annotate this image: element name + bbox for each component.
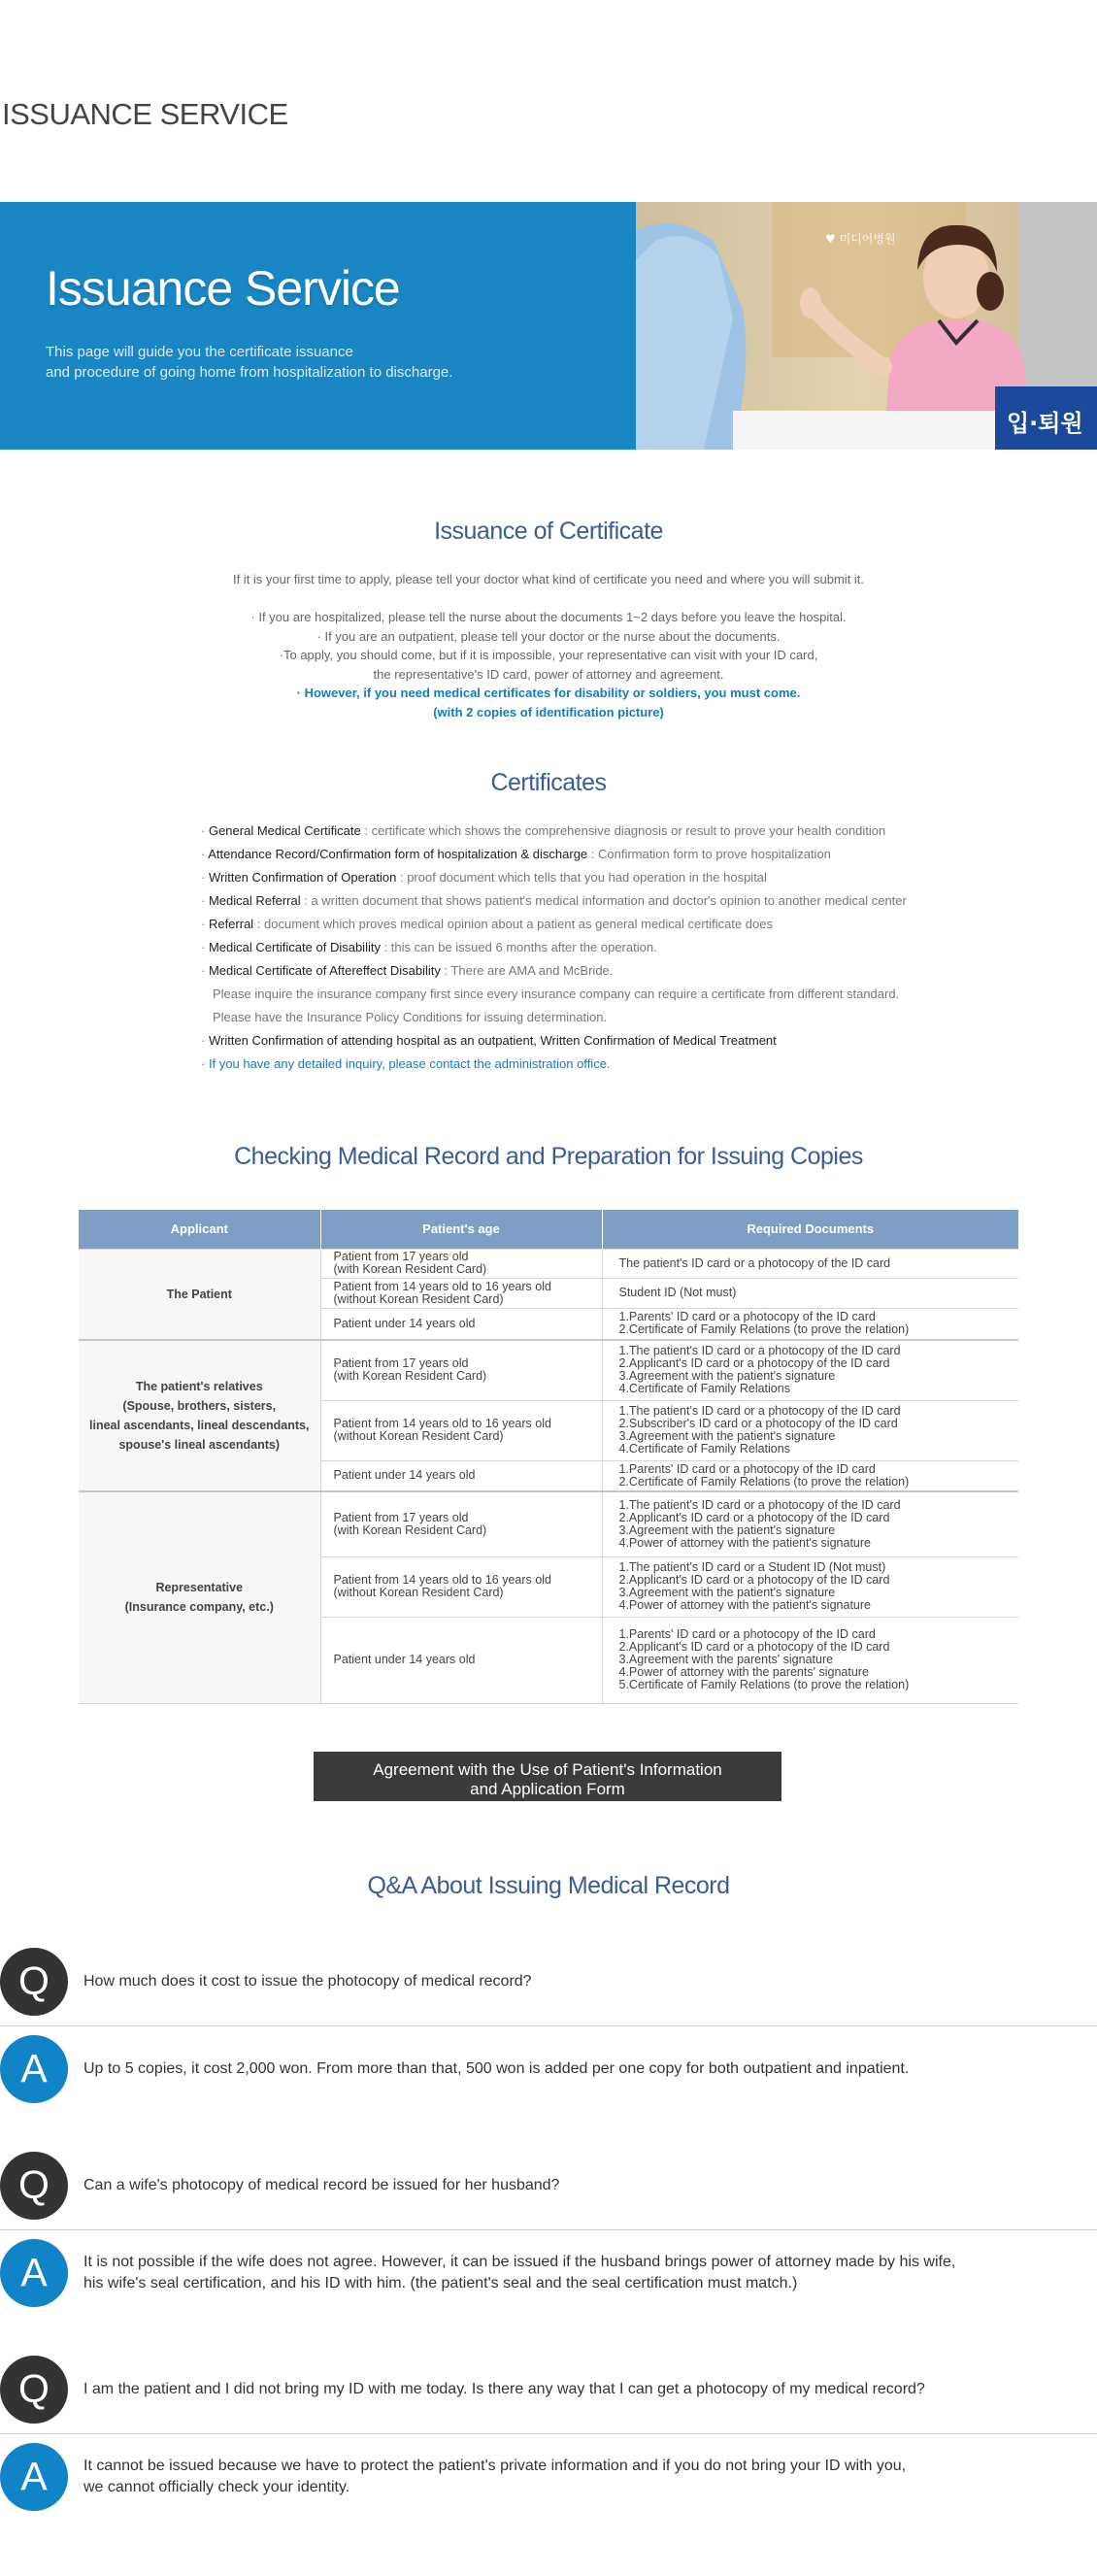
age-line: (with Korean Resident Card) [333,1522,487,1537]
document-line: 4.Power of attorney with the patient's signature [618,1535,871,1550]
age-line: Patient from 14 years old to 16 years old [333,1417,551,1430]
applicant-line: spouse's lineal ascendants) [118,1438,281,1452]
qa-divider [0,2025,1097,2026]
documents-cell [602,1308,1018,1340]
qa-divider [0,2433,1097,2434]
question-text: How much does it cost to issue the photocopy of medical record? [83,1973,532,1990]
age-cell [320,1491,602,1556]
issuance-intro: If it is your first time to apply, please tell your doctor what kind of certificate you need and where you will submit it. [232,572,865,586]
issuance-instructions [0,608,1097,721]
answer-badge: A [0,2443,68,2511]
answer-line: his wife's seal certification, and his ID with him. (the patient's seal and the seal certification must match.) [83,2275,798,2292]
certificate-desc: : There are AMA and McBride. [440,963,614,978]
documents-cell [602,1340,1018,1400]
issuance-line: the representative's ID card, power of attorney and agreement. [373,666,724,682]
hero-desc-line2: and procedure of going home from hospitalization to discharge. [46,364,453,381]
age-cell [320,1278,602,1308]
certificate-name: Medical Certificate of Aftereffect Disability [208,963,441,978]
question-badge: Q [0,2152,68,2220]
certificate-list [201,820,907,1076]
question-row [0,2152,1097,2222]
issuance-notice: · However, if you need medical certificates for disability or soldiers, you must come. [296,686,801,700]
age-cell [320,1400,602,1460]
hero-desc-line1: This page will guide you the certificate issuance [46,344,353,360]
certificate-desc: : a written document that shows patient's medical information and doctor's opinion to another medical center [300,893,907,908]
document-line: 1.The patient's ID card or a photocopy of the ID card [618,1404,901,1418]
applicant-line: The patient's relatives [135,1380,263,1393]
age-line: Patient under 14 years old [333,1316,476,1330]
qa-divider [0,2229,1097,2230]
age-line: (without Korean Resident Card) [333,1429,504,1443]
issuance-line: · If you are hospitalized, please tell the nurse about the documents 1~2 days before you leave the hospital. [250,610,847,624]
answer-line: Up to 5 copies, it cost 2,000 won. From more than that, 500 won is added per one copy for both outpatient and inpatient. [83,2060,910,2077]
agreement-button-line2: and Application Form [470,1779,625,1798]
table-row [79,1340,1018,1400]
certificate-item: · General Medical Certificate : certificate which shows the comprehensive diagnosis or result to prove your health condition [201,823,886,838]
document-line: 3.Agreement with the patient's signature [618,1522,836,1537]
certificate-name: Medical Referral [208,893,301,908]
answer-line: It cannot be issued because we have to protect the patient's private information and if you do not bring your ID with you, [83,2458,907,2474]
age-line: Patient from 14 years old to 16 years old [333,1573,551,1587]
reception-photo [636,202,1097,450]
question-text: I am the patient and I did not bring my ID with me today. Is there any way that I can get a photocopy of my medical record? [83,2381,925,2397]
document-line: 4.Certificate of Family Relations [618,1442,790,1455]
document-line: 4.Power of attorney with the patient's signature [618,1598,871,1612]
issuance-notice: (with 2 copies of identification picture) [433,704,664,719]
issuance-heading: Issuance of Certificate [434,518,663,545]
certificate-name: Referral [208,917,254,931]
answer-line: we cannot officially check your identity. [83,2479,350,2495]
document-line: 1.The patient's ID card or a photocopy of the ID card [618,1344,901,1358]
documents-cell [602,1491,1018,1556]
document-line: 5.Certificate of Family Relations (to prove the relation) [618,1678,910,1691]
age-cell [320,1556,602,1617]
issuance-line: ·To apply, you should come, but if it is impossible, your representative can visit with your ID card, [279,648,818,662]
table-row [79,1249,1018,1278]
document-line: 2.Applicant's ID card or a photocopy of the ID card [618,1510,890,1524]
contact-notice: · If you have any detailed inquiry, please contact the administration office. [201,1056,611,1071]
page-title: ISSUANCE SERVICE [2,97,288,131]
certificate-desc: : this can be issued 6 months after the operation. [380,940,657,954]
table-header: Patient's age [320,1210,602,1249]
certificate-name: Attendance Record/Confirmation form of hospitalization & discharge [208,847,588,861]
certificate-item: · Medical Referral : a written document that shows patient's medical information and doctor's opinion to another medical center [201,893,907,908]
age-line: (without Korean Resident Card) [333,1586,504,1599]
document-line: 1.Parents' ID card or a photocopy of the ID card [618,1310,876,1324]
answer-row [0,2443,1097,2513]
certificate-note: Please inquire the insurance company first since every insurance company can require a certificate from different standard. [213,987,900,1001]
document-line: 3.Agreement with the patient's signature [618,1429,836,1443]
svg-text:♥ 미디어병원: ♥ 미디어병원 [825,232,896,246]
age-cell [320,1249,602,1278]
applicant-line: Representative [155,1581,244,1595]
document-line: 2.Applicant's ID card or a photocopy of the ID card [618,1640,890,1654]
table-header: Required Documents [602,1210,1018,1249]
age-line: Patient from 14 years old to 16 years old [333,1279,551,1293]
question-text: Can a wife's photocopy of medical record be issued for her husband? [83,2177,560,2193]
applicant-line: (Spouse, brothers, sisters, [122,1399,277,1413]
certificate-item: · Written Confirmation of attending hospital as an outpatient, Written Confirmation of Medical Treatment [201,1033,777,1048]
certificate-name: General Medical Certificate [208,823,361,838]
document-line: 2.Certificate of Family Relations (to prove the relation) [618,1322,910,1337]
documents-cell [602,1249,1018,1278]
hero-banner [0,202,1097,450]
certificate-item: · Medical Certificate of Disability : this can be issued 6 months after the operation. [201,940,657,954]
records-heading: Checking Medical Record and Preparation for Issuing Copies [234,1143,863,1170]
document-line: 1.The patient's ID card or a Student ID (Not must) [618,1560,886,1574]
applicant-cell [79,1340,320,1491]
document-line: Student ID (Not must) [618,1286,737,1299]
age-cell [320,1340,602,1400]
age-line: Patient under 14 years old [333,1468,476,1483]
age-line: (with Korean Resident Card) [333,1262,487,1276]
age-line: Patient from 17 years old [333,1250,469,1263]
question-row [0,1948,1097,2018]
document-line: 2.Applicant's ID card or a photocopy of the ID card [618,1573,890,1587]
answer-row [0,2035,1097,2105]
age-line: Patient from 17 years old [333,1510,469,1524]
document-line: 2.Applicant's ID card or a photocopy of the ID card [618,1356,890,1371]
certificate-item: · Medical Certificate of Aftereffect Disability : There are AMA and McBride. [201,963,614,978]
applicant-cell [79,1249,320,1340]
document-line: 1.The patient's ID card or a photocopy of the ID card [618,1497,901,1512]
age-line: Patient from 17 years old [333,1356,469,1371]
reception-sign: 입·퇴원 [1007,410,1083,437]
document-line: 1.Parents' ID card or a photocopy of the ID card [618,1627,876,1641]
documents-cell [602,1400,1018,1460]
certificate-item: · Attendance Record/Confirmation form of hospitalization & discharge : Confirmation form to prove hospitalization [201,847,831,861]
age-line: (without Korean Resident Card) [333,1291,504,1306]
agreement-button-line1: Agreement with the Use of Patient's Information [373,1759,722,1779]
certificate-desc: : document which proves medical opinion about a patient as general medical certificate does [253,917,773,931]
age-line: Patient under 14 years old [333,1653,476,1666]
applicant-cell [79,1491,320,1703]
documents-cell [602,1278,1018,1308]
certificate-name: Written Confirmation of attending hospital as an outpatient, Written Confirmation of Medical Treatment [208,1033,777,1048]
certificate-note: Please have the Insurance Policy Conditions for issuing determination. [213,1010,608,1024]
applicant-line: (Insurance company, etc.) [124,1600,274,1615]
documents-cell [602,1460,1018,1491]
documents-cell [602,1617,1018,1703]
document-line: 3.Agreement with the patient's signature [618,1586,836,1599]
age-line: (with Korean Resident Card) [333,1369,487,1384]
question-badge: Q [0,2356,68,2424]
answer-badge: A [0,2239,68,2307]
certificate-name: Written Confirmation of Operation [208,870,397,885]
answer-text [83,2058,909,2080]
answer-text [83,2456,906,2498]
document-line: The patient's ID card or a photocopy of the ID card [618,1255,891,1270]
documents-cell [602,1556,1018,1617]
answer-row [0,2239,1097,2309]
document-line: 2.Subscriber's ID card or a photocopy of the ID card [618,1417,898,1430]
table-header: Applicant [79,1210,320,1249]
hero-text [46,260,452,383]
document-line: 3.Agreement with the parents' signature [618,1653,834,1666]
certificate-item: · Referral : document which proves medical opinion about a patient as general medical certificate does [201,917,773,931]
agreement-form-button[interactable] [314,1752,781,1801]
document-line: 1.Parents' ID card or a photocopy of the ID card [618,1461,876,1476]
question-row [0,2356,1097,2425]
certificate-desc: : proof document which tells that you had operation in the hospital [396,870,767,885]
answer-text [83,2252,955,2294]
certificate-desc: : certificate which shows the comprehensive diagnosis or result to prove your health condition [360,823,886,838]
certificate-item: · Written Confirmation of Operation : proof document which tells that you had operation in the hospital [201,870,767,885]
document-line: 4.Power of attorney with the parents' signature [618,1665,869,1679]
hero-title: Issuance Service [46,261,400,316]
qa-heading: Q&A About Issuing Medical Record [367,1872,730,1899]
document-line: 4.Certificate of Family Relations [618,1382,790,1396]
question-badge: Q [0,1948,68,2016]
hero-description [46,342,452,383]
age-cell [320,1308,602,1340]
age-cell [320,1460,602,1491]
document-line: 2.Certificate of Family Relations (to prove the relation) [618,1474,910,1489]
table-row [79,1491,1018,1556]
issuance-line: · If you are an outpatient, please tell your doctor or the nurse about the documents. [316,628,781,644]
answer-line: It is not possible if the wife does not agree. However, it can be issued if the husband brings power of attorney made by his wife, [83,2254,956,2270]
document-line: 3.Agreement with the patient's signature [618,1369,836,1384]
applicant-line: lineal ascendants, lineal descendants, [89,1419,310,1432]
records-table [79,1210,1018,1704]
certificates-heading: Certificates [490,769,607,796]
certificate-name: Medical Certificate of Disability [208,940,381,954]
answer-badge: A [0,2035,68,2103]
applicant-line: The Patient [166,1287,232,1301]
age-cell [320,1617,602,1703]
certificate-desc: : Confirmation form to prove hospitalization [587,847,831,861]
